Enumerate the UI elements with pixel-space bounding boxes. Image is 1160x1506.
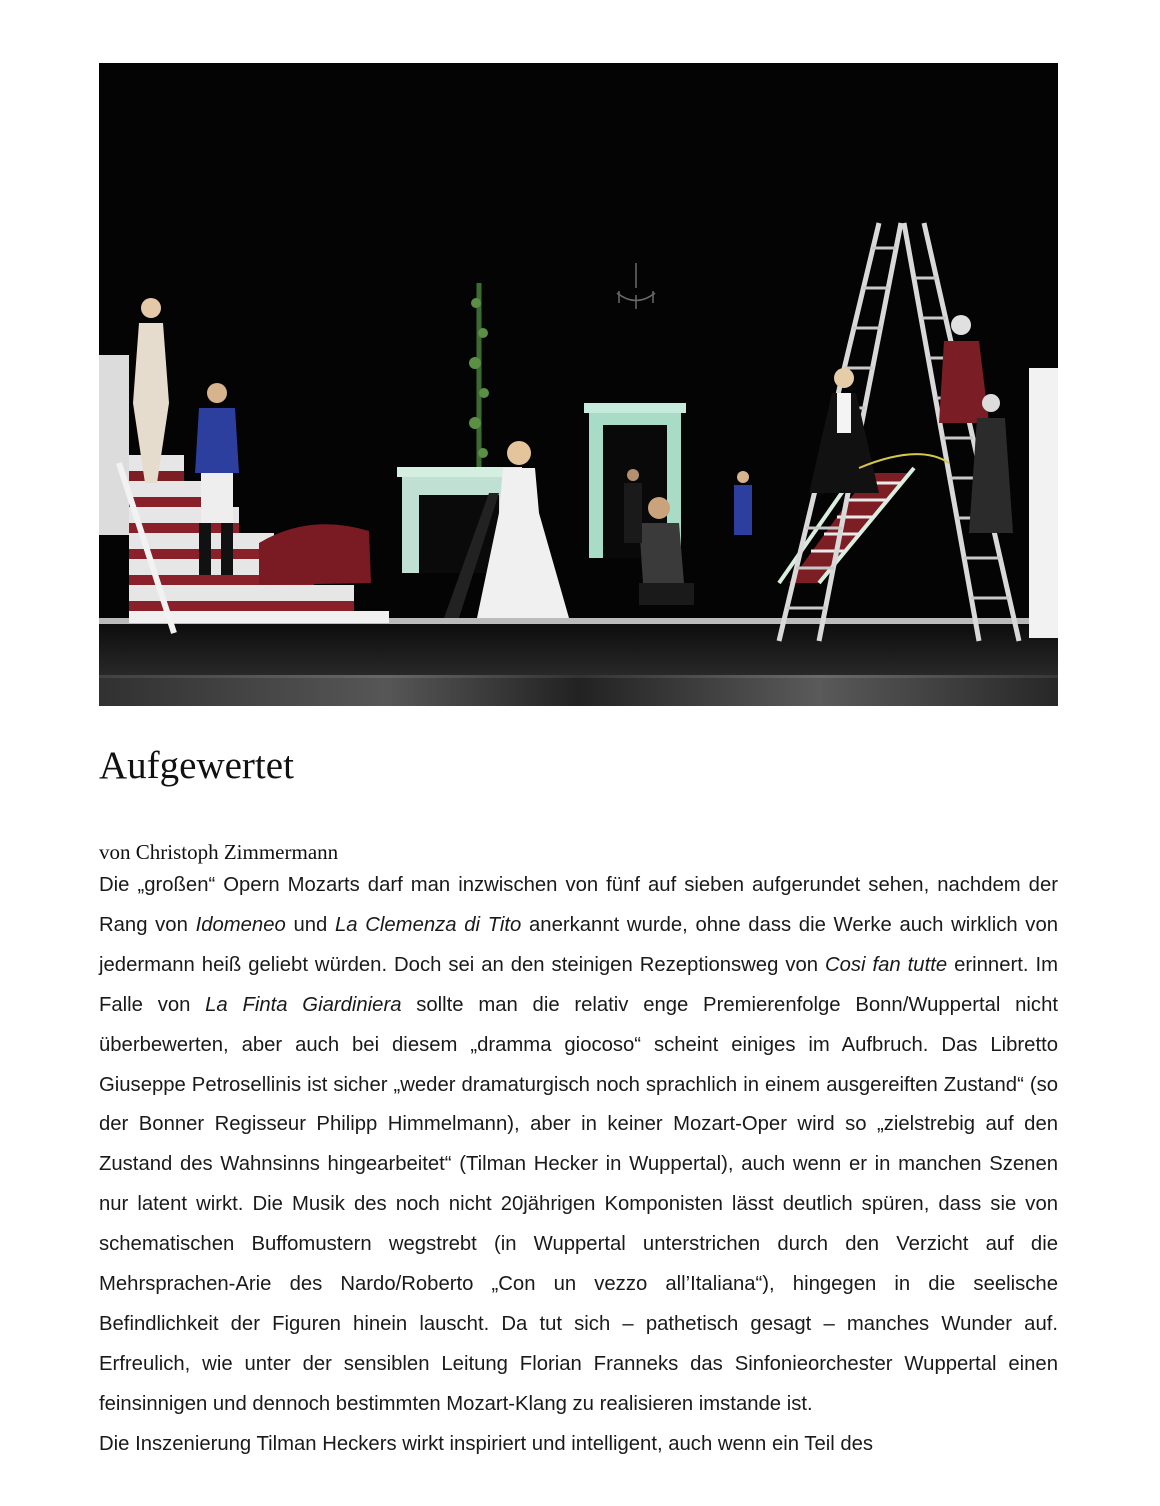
- stage-photo: [99, 63, 1058, 706]
- article-byline: von Christoph Zimmermann: [99, 840, 339, 864]
- paragraph-2: Die Inszenierung Tilman Heckers wirkt inspiriert und intelligent, auch wenn ein Teil des: [99, 1432, 874, 1455]
- text-segment: und: [285, 913, 335, 936]
- text-segment: anerkannt wurde, ohne dass die Werke auch wirklich von jedermann heiß geliebt würden. Doch sei an den steinigen Rezeptionsweg von: [99, 913, 1059, 976]
- stage-photo-illustration: [99, 63, 1058, 706]
- paragraph-1: [99, 866, 1058, 1425]
- work-title: La Finta Giardiniera: [205, 993, 402, 1016]
- text-segment: Die „großen“ Opern Mozarts darf man inzwischen von fünf auf sieben aufgerundet sehen, nachdem der Rang von: [99, 874, 1058, 936]
- text-segment: erinnert. Im Falle von: [99, 953, 1058, 1016]
- work-title: La Clemenza di Tito: [335, 913, 522, 936]
- work-title: Idomeneo: [195, 913, 286, 936]
- text-segment: sollte man die relativ enge Premierenfolge Bonn/Wuppertal nicht überbewerten, aber auch bei diesem „dramma giocoso“ scheint einiges im Aufbruch. Das Libretto Giuseppe Petrosellinis ist sicher „weder dramaturgisch noch sprachlich in einem ausgereiften Zustand“ (so der Bonner Regisseur Philipp Himmelmann), aber in keiner Mozart-Oper wird so „zielstrebig auf den Zustand des Wahnsinns hingearbeitet“ (Tilman Hecker in Wuppertal), auch wenn er in manchen Szenen nur latent wirkt. Die Musik des noch nicht 20jährigen Komponisten lässt deutlich spüren, dass sie von schematischen Buffomustern wegstrebt (in Wuppertal unterstrichen durch den Verzicht auf die Mehrsprachen-Arie des Nardo/Roberto „Con un vezzo all’Italiana“), hingegen in die seelische Befindlichkeit der Figuren hinein lauscht. Da tut sich – pathetisch gesagt – manches Wunder auf. Erfreulich, wie unter der sensiblen Leitung Florian Franneks das Sinfonieorchester Wuppertal einen feinsinnigen und dennoch bestimmten Mozart-Klang zu realisieren imstande ist.: [99, 993, 1058, 1415]
- work-title: Cosi fan tutte: [824, 953, 948, 976]
- article-body: [99, 866, 1058, 1465]
- article: [99, 63, 1058, 1465]
- article-title: Aufgewertet: [99, 744, 294, 787]
